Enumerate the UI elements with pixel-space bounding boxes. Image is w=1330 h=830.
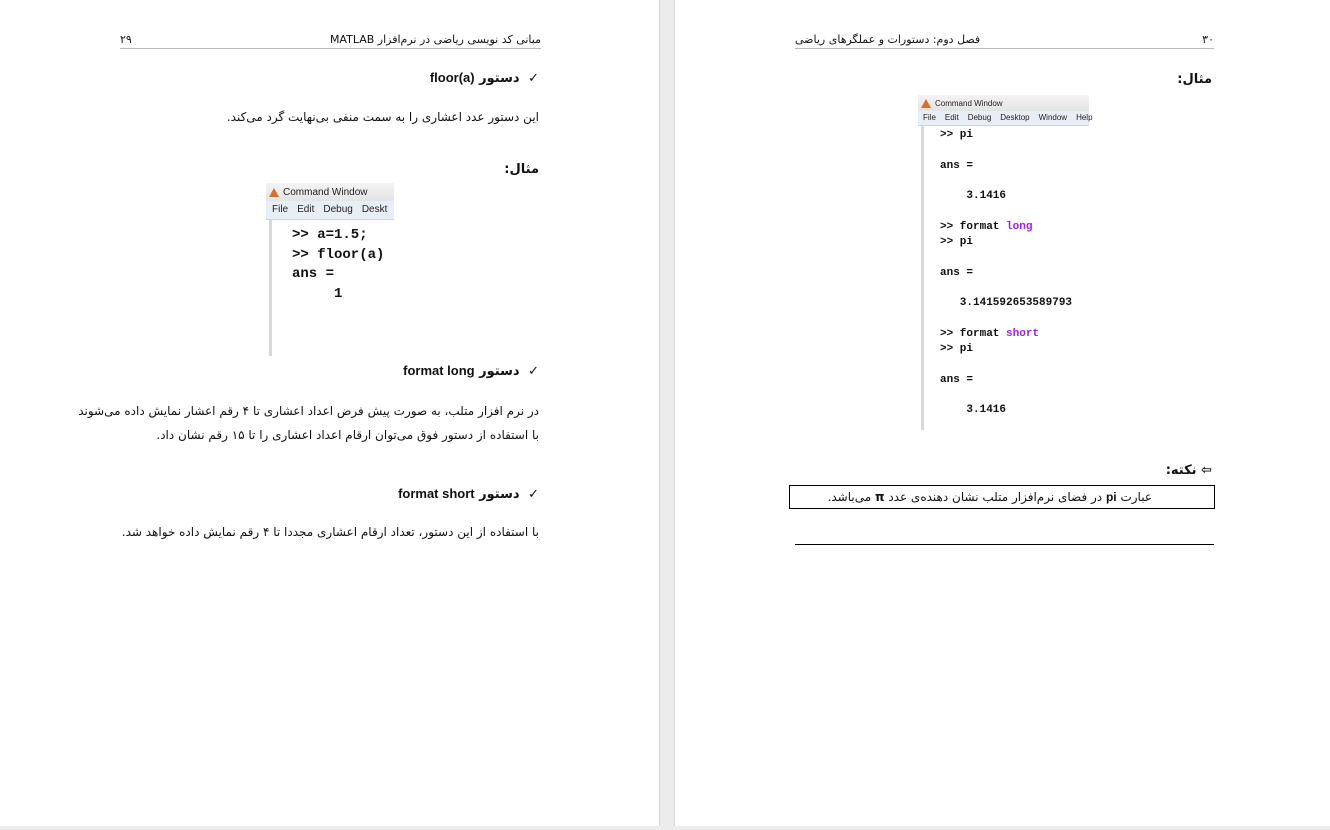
command-window-body (921, 126, 1089, 430)
page-number: ۲۹ (120, 32, 132, 46)
note-label: نکته: (1165, 463, 1197, 478)
note-arrow-icon: ⇦ (1201, 463, 1212, 478)
format-long-line-1: در نرم افزار متلب، به صورت پیش فرض اعداد اعشاری تا ۴ رقم اعشار نمایش داده می‌شوند (78, 404, 539, 418)
note-text-after: می‌باشد. (827, 490, 872, 504)
example-label: مثال: (1177, 72, 1212, 87)
menu-edit: Edit (297, 204, 315, 215)
menu-debug: Debug (967, 113, 992, 122)
format-long-line-2: با استفاده از دستور فوق می‌توان ارقام اعداد اعشاری را تا ۱۵ رقم نشان داد. (156, 428, 539, 442)
code-text: >> format (940, 220, 1007, 233)
menu-file: File (923, 113, 936, 122)
menu-help: Help (1076, 113, 1093, 122)
menu-edit: Edit (944, 113, 959, 122)
code-text: 3.1416 (940, 190, 1007, 203)
code-line (940, 220, 1089, 235)
code-line (940, 296, 1089, 311)
note-heading (1166, 463, 1212, 478)
code-text: 3.141592653589793 (940, 297, 1073, 310)
code-line (940, 204, 1089, 219)
code-keyword: short (1006, 327, 1040, 340)
code-text: >> format (940, 327, 1007, 340)
note-box (789, 485, 1215, 509)
command-window-screenshot (266, 183, 394, 348)
command-window-title: Command Window (283, 186, 368, 198)
heading-label: دستور (479, 71, 520, 86)
code-line (940, 373, 1089, 388)
command-window-title: Command Window (935, 98, 1003, 108)
code-line (940, 235, 1089, 250)
code-text: ans = (940, 266, 974, 279)
menu-desktop: Desktop (1000, 113, 1030, 122)
command-window-titlebar (266, 183, 394, 201)
menu-desktop: Deskt (361, 204, 388, 215)
code-line (940, 388, 1089, 403)
code-line (940, 357, 1089, 372)
note-text-before: عبارت (1120, 490, 1152, 504)
format-long-heading (403, 363, 539, 379)
format-short-description: با استفاده از این دستور، تعداد ارقام اعشاری مجددا تا ۴ رقم نمایش داده خواهد شد. (121, 525, 539, 539)
code-line (940, 128, 1089, 143)
command-window-menu (266, 201, 394, 220)
code-keyword: long (1006, 220, 1033, 233)
code-text: >> pi (940, 129, 974, 141)
code-line (940, 403, 1089, 418)
code-line: >> floor(a) (292, 246, 385, 263)
note-symbol: π (874, 490, 885, 504)
code-text: ans = (940, 159, 974, 172)
menu-debug: Debug (323, 204, 353, 215)
code-line: >> a=1.5; (292, 227, 368, 243)
page-header (120, 30, 541, 49)
note-text-middle: در فضای نرم‌افزار متلب نشان دهنده‌ی عدد (888, 490, 1103, 504)
matlab-logo-icon (921, 99, 931, 108)
code-line (940, 327, 1089, 342)
heading-label: دستور (479, 364, 520, 379)
code-line (940, 189, 1089, 204)
checkmark-icon: ✓ (528, 71, 539, 86)
code-text: ans = (940, 373, 974, 386)
header-title: فصل دوم: دستورات و عملگرهای ریاضی (795, 32, 981, 46)
code-line (940, 174, 1089, 189)
floor-heading (430, 70, 539, 86)
code-text: >> pi (940, 343, 974, 356)
code-line (940, 143, 1089, 158)
heading-command: floor(a) (429, 70, 475, 85)
code-line (940, 250, 1089, 265)
checkmark-icon: ✓ (528, 364, 539, 379)
format-short-heading (398, 486, 539, 502)
code-text: >> pi (940, 236, 974, 249)
left-page (0, 0, 660, 826)
floor-description: این دستور عدد اعشاری را به سمت منفی بی‌نهایت گرد می‌کند. (226, 110, 539, 124)
header-title: مبانی کد نویسی ریاضی در نرم‌افزار MATLAB (329, 32, 541, 46)
note-code: pi (1105, 490, 1117, 504)
menu-window: Window (1038, 113, 1068, 122)
page-header (795, 30, 1214, 49)
heading-command: format short (398, 486, 475, 501)
footnote-rule (795, 544, 1214, 545)
heading-label: دستور (479, 487, 520, 502)
heading-command: format long (403, 363, 475, 378)
command-window-body (269, 220, 394, 356)
code-line (940, 281, 1089, 296)
right-page (674, 0, 1330, 826)
code-line (940, 312, 1089, 327)
code-line: ans = (292, 266, 335, 282)
command-window-menu (918, 111, 1093, 126)
code-line: 1 (292, 285, 343, 302)
example-label: مثال: (504, 162, 539, 177)
command-window-screenshot (918, 95, 1093, 427)
code-text: 3.1416 (940, 404, 1007, 417)
matlab-logo-icon (269, 188, 279, 197)
menu-file: File (272, 204, 289, 215)
code-line (940, 342, 1089, 357)
code-line (940, 266, 1089, 281)
checkmark-icon: ✓ (528, 487, 539, 502)
code-line (940, 159, 1089, 174)
page-number: ۳۰ (1202, 32, 1214, 46)
command-window-titlebar (918, 95, 1089, 111)
